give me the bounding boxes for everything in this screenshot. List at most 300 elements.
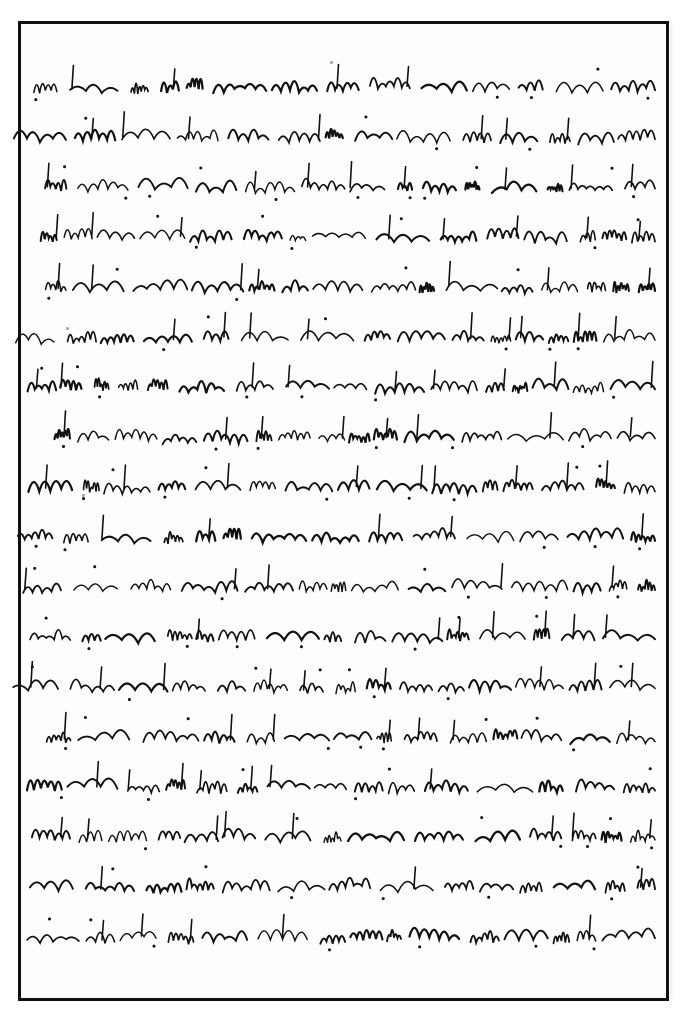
handwriting-dot [163,496,166,499]
handwriting-stroke [508,433,563,441]
handwriting-stroke [556,82,603,92]
handwriting-dot [382,897,385,900]
handwriting-stroke [198,619,200,639]
handwriting-dot [586,845,589,848]
handwriting-stroke [104,483,150,494]
manuscript-line-18 [40,912,665,954]
handwriting-dot [374,398,377,401]
handwriting-stroke [338,480,369,490]
handwriting-strip [40,162,665,204]
handwriting-stroke [530,829,561,841]
handwriting-strip [40,712,665,754]
handwriting-stroke [286,482,333,491]
handwriting-dot [373,695,376,698]
handwriting-stroke [639,283,655,292]
handwriting-stroke [223,880,270,893]
handwriting-stroke [610,680,655,690]
handwriting-dot [423,197,426,200]
handwriting-dot [388,768,391,771]
handwriting-stroke [213,84,266,93]
handwriting-dot [423,568,426,571]
handwriting-stroke [164,664,166,690]
manuscript-line-15 [40,762,665,804]
handwriting-stroke [469,680,511,691]
handwriting-stroke [301,331,354,341]
handwriting-stroke [267,632,319,641]
handwriting-dot [596,68,599,71]
handwriting-strip [40,762,665,804]
handwriting-stroke [432,483,476,494]
handwriting-stroke [483,480,498,491]
handwriting-dot [616,595,619,598]
handwriting-dot [447,697,450,700]
handwriting-stroke [521,730,561,741]
handwriting-stroke [46,281,66,292]
manuscript-line-17 [40,862,665,904]
manuscript-line-2 [40,112,665,154]
handwriting-stroke [224,313,226,337]
handwriting-stroke [409,584,446,592]
handwriting-stroke [434,370,436,388]
handwriting-stroke [250,481,275,490]
handwriting-stroke [369,532,402,541]
handwriting-dot [382,747,385,750]
handwriting-stroke [56,215,58,238]
handwriting-dot [87,647,90,650]
handwriting-stroke [336,682,355,694]
handwriting-stroke [257,270,259,289]
handwriting-stroke [505,168,507,189]
handwriting-stroke [602,230,626,240]
handwriting-dot [319,668,322,671]
handwriting-strip [40,212,665,254]
handwriting-strip [40,612,665,654]
handwriting-stroke [415,832,463,841]
manuscript-line-13 [40,662,665,704]
handwriting-strip [40,62,665,104]
manuscript-line-11 [40,562,665,604]
handwriting-stroke [141,914,143,936]
handwriting-dot [354,797,357,800]
handwriting-stroke [350,162,352,188]
handwriting-stroke [355,131,392,141]
handwriting-dot [594,545,597,548]
handwriting-stroke [244,230,282,241]
handwriting-strip [40,112,665,154]
handwriting-stroke [453,720,455,739]
manuscript-line-4 [40,212,665,254]
handwriting-stroke [102,515,104,539]
handwriting-stroke [272,81,317,92]
handwriting-stroke [431,381,477,392]
handwriting-stroke [247,733,274,744]
handwriting-stroke [447,629,469,641]
handwriting-stroke [463,132,491,143]
handwriting-dot [300,395,303,398]
handwriting-stroke [197,781,227,793]
handwriting-stroke [196,531,215,541]
handwriting-dot [153,945,156,948]
handwriting-dot [144,847,147,850]
handwriting-stroke [70,85,117,93]
handwriting-dot [76,365,79,368]
handwriting-dot [400,217,403,220]
handwriting-stroke [78,730,129,740]
handwriting-dot [195,246,198,249]
manuscript-line-5 [40,262,665,304]
handwriting-stroke [355,782,383,792]
handwriting-stroke [269,669,271,688]
handwriting-dot [535,615,538,618]
handwriting-stroke [252,363,254,387]
handwriting-stroke [92,119,94,139]
handwriting-stroke [441,232,477,242]
handwriting-stroke [55,429,70,439]
handwriting-dot [649,767,652,770]
handwriting-dot [325,498,328,501]
handwriting-dot [517,268,520,271]
handwriting-stroke [570,734,609,744]
handwriting-stroke [279,431,310,440]
handwriting-stroke [334,384,367,390]
handwriting-dot [89,918,92,921]
handwriting-stroke [315,784,347,790]
handwriting-stroke [159,831,181,840]
handwriting-dot [619,665,622,668]
handwriting-stroke [334,732,371,739]
handwriting-stroke [147,884,182,894]
handwriting-stroke [650,820,652,838]
handwriting-stroke [367,679,391,690]
handwriting-stroke [286,381,329,389]
handwriting-stroke [502,285,533,293]
handwriting-stroke [554,881,595,890]
ink-speck [330,61,333,64]
handwriting-stroke [569,429,611,441]
handwriting-stroke [122,129,170,139]
handwriting-dot [593,246,596,249]
handwriting-dot [575,466,578,469]
handwriting-stroke [123,112,125,137]
handwriting-stroke [578,133,614,145]
handwriting-stroke [487,228,518,238]
handwriting-stroke [320,936,345,944]
manuscript-line-8 [40,412,665,454]
handwriting-stroke [92,265,94,289]
handwriting-dot [404,266,407,269]
handwriting-stroke [574,331,597,342]
handwriting-dot [236,645,239,648]
ink-speck [66,327,69,330]
handwriting-stroke [185,832,219,842]
handwriting-stroke [631,663,633,686]
handwriting-stroke [467,532,514,543]
handwriting-dot [375,446,378,449]
handwriting-stroke [64,713,66,739]
handwriting-stroke [372,282,416,292]
handwriting-dot [296,817,299,820]
handwriting-dot [577,347,580,350]
handwriting-stroke [219,630,255,640]
handwriting-stroke [319,434,345,441]
handwriting-stroke [414,528,455,539]
handwriting-stroke [189,117,191,139]
handwriting-dot [324,317,327,320]
handwriting-stroke [493,612,495,637]
handwriting-stroke [47,732,71,742]
handwriting-stroke [313,232,366,238]
handwriting-stroke [611,380,655,389]
handwriting-dot [548,348,551,351]
handwriting-stroke [611,81,655,92]
handwriting-stroke [41,232,57,242]
handwriting-stroke [492,182,536,193]
handwriting-dot [128,698,131,701]
handwriting-stroke [252,533,306,542]
handwriting-stroke [606,881,625,893]
handwriting-strip [40,812,665,854]
handwriting-stroke [143,730,198,742]
handwriting-dot [598,465,601,468]
handwriting-dot [348,668,351,671]
handwriting-stroke [256,431,271,441]
handwriting-stroke [119,683,167,691]
handwriting-stroke [405,732,438,742]
handwriting-stroke [374,429,397,440]
handwriting-dot [147,798,150,801]
handwriting-stroke [128,770,130,790]
handwriting-stroke [196,481,241,490]
handwriting-stroke [67,779,117,789]
handwriting-stroke [224,529,241,540]
handwriting-strip [40,512,665,554]
handwriting-stroke [245,583,293,592]
handwriting-dot [93,565,96,568]
handwriting-dot [275,198,278,201]
handwriting-stroke [453,331,484,341]
handwriting-stroke [72,65,74,89]
handwriting-stroke [567,463,569,487]
handwriting-stroke [423,182,456,192]
handwriting-stroke [177,130,218,141]
handwriting-stroke [503,480,532,491]
handwriting-stroke [95,378,109,391]
handwriting-stroke [227,464,229,488]
handwriting-strip [40,262,665,304]
handwriting-dot [632,195,635,198]
handwriting-strip [40,662,665,704]
handwriting-stroke [290,236,306,241]
handwriting-stroke [238,784,257,793]
ink-speck [82,494,85,497]
handwriting-stroke [131,580,171,592]
handwriting-stroke [420,283,434,293]
handwriting-stroke [414,867,416,889]
handwriting-stroke [241,264,243,290]
handwriting-stroke [350,930,382,940]
handwriting-stroke [278,881,325,892]
handwriting-dot [45,617,48,620]
handwriting-dot [543,546,546,549]
handwriting-stroke [439,683,465,692]
handwriting-dot [435,147,438,150]
handwriting-stroke [144,335,192,343]
handwriting-stroke [574,583,601,593]
handwriting-stroke [501,564,503,587]
handwriting-stroke [638,580,655,592]
handwriting-dot [62,445,65,448]
handwriting-stroke [550,413,552,438]
handwriting-stroke [549,335,569,344]
handwriting-dot [124,197,127,200]
handwriting-stroke [299,581,327,592]
handwriting-dot [204,865,207,868]
handwriting-stroke [268,565,270,588]
handwriting-dot [40,367,43,370]
handwriting-stroke [70,679,114,692]
handwriting-stroke [504,369,506,388]
handwriting-stroke [140,230,185,239]
handwriting-stroke [476,831,520,841]
handwriting-stroke [617,733,655,743]
handwriting-stroke [624,483,655,493]
handwriting-stroke [462,432,501,442]
handwriting-stroke [250,313,252,338]
handwriting-stroke [242,332,288,341]
handwriting-dot [364,116,367,119]
handwriting-dot [467,596,470,599]
handwriting-dot [64,548,67,551]
handwriting-dot [572,748,575,751]
handwriting-stroke [576,780,614,792]
handwriting-dot [638,547,641,550]
handwriting-stroke [624,783,655,793]
handwriting-dot [204,466,207,469]
handwriting-stroke [577,931,595,941]
page-edge-shadow [670,25,674,999]
handwriting-strip [40,912,665,954]
handwriting-stroke [86,883,134,891]
handwriting-stroke [569,680,601,691]
handwriting-stroke [68,332,97,344]
manuscript-line-1 [40,62,665,104]
handwriting-stroke [449,262,451,287]
handwriting-dot [63,165,66,168]
handwriting-stroke [73,281,124,292]
handwriting-stroke [520,531,558,541]
handwriting-stroke [237,381,273,391]
handwriting-dot [31,665,34,668]
handwriting-stroke [418,718,420,739]
handwriting-dot [475,166,478,169]
handwriting-dot [257,447,260,450]
handwriting-dot [609,817,612,820]
handwriting-stroke [491,335,511,343]
handwriting-stroke [400,682,432,691]
handwriting-stroke [182,581,238,592]
handwriting-stroke [223,829,256,840]
handwriting-stroke [632,232,655,243]
handwriting-stroke [285,734,329,740]
handwriting-stroke [512,580,568,591]
handwriting-stroke [572,831,596,841]
manuscript-line-6 [40,312,665,354]
handwriting-stroke [225,812,227,837]
handwriting-stroke [422,82,467,92]
handwriting-stroke [486,383,504,392]
handwriting-dot [611,167,614,170]
handwriting-stroke [329,878,370,890]
handwriting-dot [82,497,85,500]
handwriting-stroke [389,215,391,239]
handwriting-stroke [164,532,183,544]
handwriting-stroke [410,928,460,940]
handwriting-dot [581,445,584,448]
handwriting-dot [84,716,87,719]
handwriting-stroke [533,379,569,390]
handwriting-stroke [133,280,187,291]
handwriting-stroke [82,634,100,641]
handwriting-stroke [493,729,517,739]
handwriting-stroke [389,783,415,794]
handwriting-stroke [331,582,346,592]
handwriting-stroke [228,130,268,141]
handwriting-dot [487,896,490,899]
handwriting-stroke [326,129,343,138]
handwriting-stroke [324,832,341,843]
handwriting-stroke [606,461,608,486]
handwriting-dot [186,645,189,648]
handwriting-dot [418,945,421,948]
handwriting-stroke [319,115,321,140]
handwriting-dot [98,395,101,398]
handwriting-stroke [148,379,168,390]
handwriting-strip [40,362,665,404]
handwriting-stroke [405,431,454,442]
handwriting-dot [485,718,488,721]
handwriting-stroke [138,178,187,190]
handwriting-stroke [86,932,114,943]
manuscript-line-14 [40,712,665,754]
handwriting-stroke [552,816,554,836]
handwriting-strip [40,412,665,454]
handwriting-stroke [282,915,284,938]
handwriting-dot [187,717,190,720]
handwriting-stroke [128,785,159,792]
handwriting-stroke [131,83,148,94]
handwriting-stroke [180,381,224,393]
handwriting-dot [64,747,67,750]
handwriting-stroke [473,82,510,91]
handwriting-dot [650,846,653,849]
handwriting-stroke [604,330,655,342]
handwriting-stroke [74,584,117,591]
handwriting-stroke [617,432,655,441]
handwriting-stroke [190,231,232,242]
handwriting-stroke [308,319,310,339]
handwriting-stroke [554,362,556,387]
handwriting-stroke [480,884,513,892]
handwriting-dot [290,247,293,250]
handwriting-stroke [246,182,295,193]
manuscript-line-7 [40,362,665,404]
handwriting-stroke [387,930,401,941]
handwriting-stroke [392,633,442,643]
handwriting-stroke [397,131,450,143]
handwriting-dot [505,348,508,351]
handwriting-stroke [196,181,236,193]
handwriting-stroke [350,184,384,192]
